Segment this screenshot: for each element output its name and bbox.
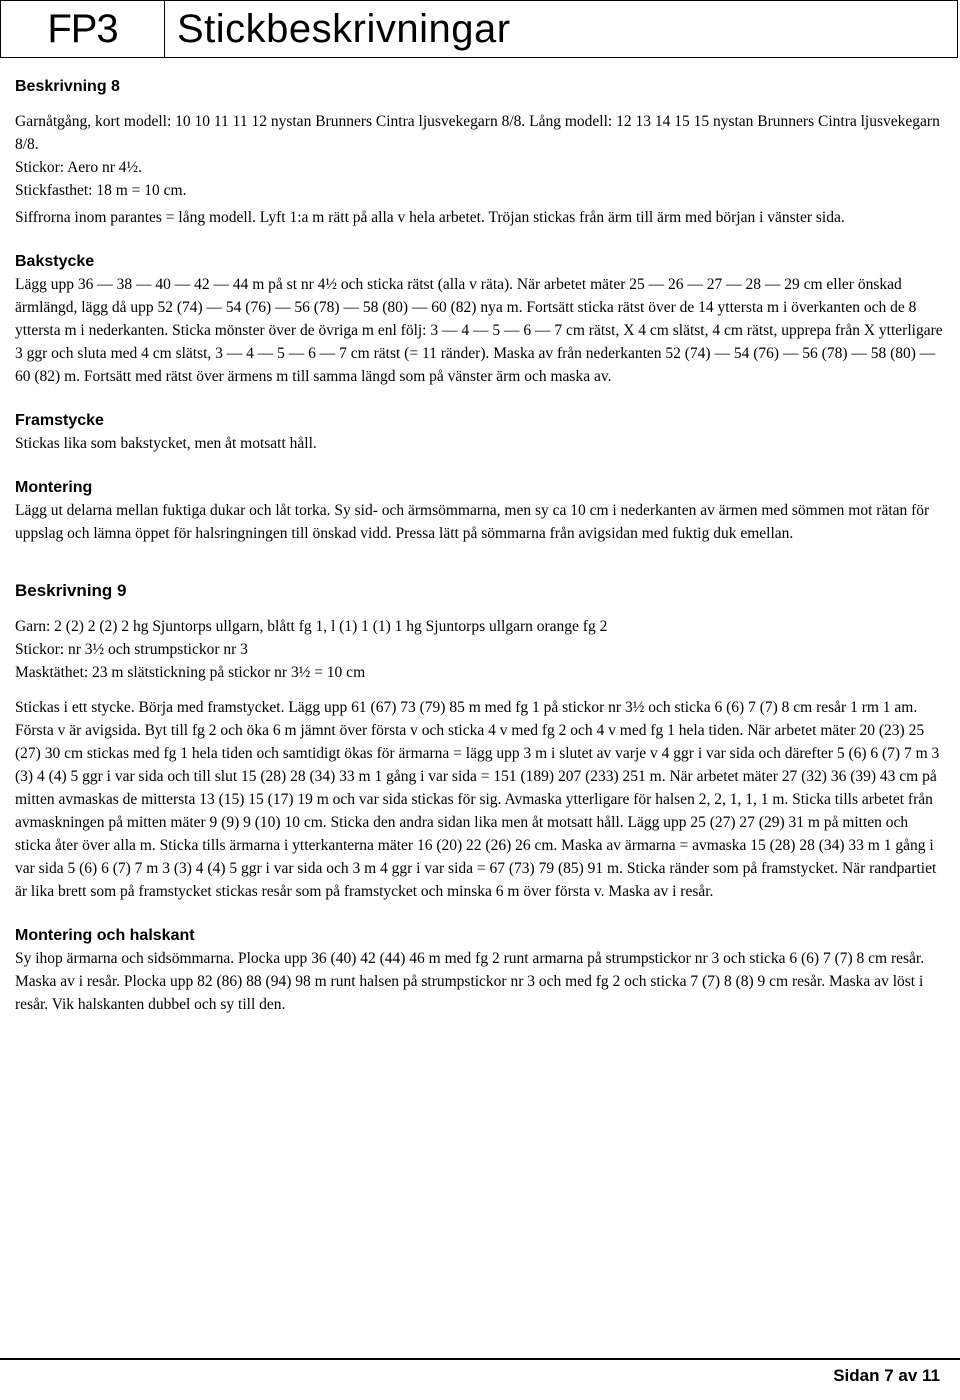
section9-yarn: Garn: 2 (2) 2 (2) 2 hg Sjuntorps ullgarn, blått fg 1, l (1) 1 (1) 1 hg Sjuntorps ullgarn orange fg 2 [15, 618, 608, 635]
montering-halskant-heading: Montering och halskant [15, 927, 195, 944]
page-number: Sidan 7 av 11 [833, 1366, 940, 1385]
spacer [15, 603, 945, 615]
spacer [15, 684, 945, 696]
document-code: FP3 [1, 1, 165, 57]
montering-heading: Montering [15, 479, 93, 496]
document-title: Stickbeskrivningar [177, 6, 511, 51]
montering-text: Lägg ut delarna mellan fuktiga dukar och låt torka. Sy sid- och ärmsömmarna, men sy ca 10 cm i nederkanten av ärmen med sömmen mot rätan för uppslag och lämna öppet för halsringningen till önskad vidd. Pressa lätt på sömmarna från avigsidan med fuktig duk emellan. [15, 502, 930, 542]
section9-gauge: Masktäthet: 23 m slätstickning på stickor nr 3½ = 10 cm [15, 664, 366, 681]
framstycke-text: Stickas lika som bakstycket, men åt motsatt håll. [15, 435, 317, 452]
framstycke-heading: Framstycke [15, 412, 104, 429]
spacer [15, 229, 945, 251]
footer-divider [0, 1358, 960, 1360]
section8-intro-needles: Stickor: Aero nr 4½. [15, 159, 142, 176]
section8-intro-yarn: Garnåtgång, kort modell: 10 10 11 11 12 nystan Brunners Cintra ljusvekegarn 8/8. Lång modell: 12 13 14 15 15 nystan Brunners Cintra ljusvekegarn 8/8. [15, 113, 940, 153]
spacer [15, 455, 945, 477]
bakstycke-text: Lägg upp 36 — 38 — 40 — 42 — 44 m på st nr 4½ och sticka rätst (alla v räta). När arbetet mäter 25 — 26 — 27 — 28 — 29 cm eller önskad ärmlängd, lägg då upp 52 (74) — 54 (76) — 56 (78) — 58 (80) — 60 (82) nya m. Fortsätt sticka rätst över de 14 yttersta m i överkanten och de 8 yttersta m i nederkanten. Sticka mönster över de övriga m enl följ: 3 — 4 — 5 — 6 — 7 cm rätst, X 4 cm slätst, 4 cm rätst, upprepa från X ytterligare 3 ggr och sluta med 4 cm slätst, 3 — 4 — 5 — 6 — 7 cm rätst (= 11 ränder). Maska av från nederkanten 52 (74) — 54 (76) — 56 (78) — 58 (80) — 60 (82) m. Fortsätt med rätst över ärmens m till samma längd som på vänster ärm och maska av. [15, 276, 943, 385]
montering-halskant-text: Sy ihop ärmarna och sidsömmarna. Plocka upp 36 (40) 42 (44) 46 m med fg 2 runt armarna på strumpstickor nr 3 och sticka 6 (6) 7 (7) 8 cm resår. Maska av i resår. Plocka upp 82 (86) 88 (94) 98 m runt halsen på strumpstickor nr 3 och med fg 2 och sticka 7 (7) 8 (8) 9 cm resår. Maska av löst i resår. Vik halskanten dubbel och sy till den. [15, 950, 925, 1013]
spacer [15, 903, 945, 925]
bakstycke-heading: Bakstycke [15, 253, 95, 270]
spacer [15, 98, 945, 110]
section9-heading: Beskrivning 9 [15, 581, 127, 600]
page-header [0, 0, 958, 58]
section8-intro-notes: Siffrorna inom parantes = lång modell. Lyft 1:a m rätt på alla v hela arbetet. Tröjan stickas från ärm till ärm med början i vänster sida. [15, 209, 845, 226]
document-body [15, 76, 945, 1016]
section8-intro-gauge: Stickfasthet: 18 m = 10 cm. [15, 182, 187, 199]
spacer [15, 545, 945, 579]
section9-needles: Stickor: nr 3½ och strumpstickor nr 3 [15, 641, 248, 658]
section8-heading: Beskrivning 8 [15, 78, 120, 95]
section9-instructions: Stickas i ett stycke. Börja med framstycket. Lägg upp 61 (67) 73 (79) 85 m med fg 1 på stickor nr 3½ och sticka 6 (6) 7 (7) 8 cm resår 1 rm 1 am. Första v är avigsida. Byt till fg 2 och öka 6 m jämnt över första v och sticka 4 v med fg 2 och 4 v med fg 1 hela tiden. När arbetet mäter 20 (23) 25 (27) 30 cm stickas med fg 1 hela tiden och samtidigt ökas för ärmarna = lägg upp 3 m i slutet av varje v 4 ggr i var sida och därefter 5 (6) 6 (7) 7 m 3 (3) 4 (4) 5 ggr i var sida och till slut 15 (28) 28 (34) 33 m 1 gång i var sida = 151 (189) 207 (233) 251 m. När arbetet mäter 27 (32) 36 (39) 43 cm på mitten avmaskas de mittersta 13 (15) 15 (17) 19 m och var sida stickas för sig. Avmaska ytterligare för halsen 2, 2, 1, 1, 1 m. Sticka tills arbetet från avmaskningen på mitten mäter 9 (9) 9 (10) 10 cm. Sticka den andra sidan lika men åt motsatt håll. Lägg upp 25 (27) 27 (29) 31 m på mitten och sticka åter över alla m. Sticka tills ärmarna i ytterkanterna mäter 16 (20) 22 (26) 26 cm. Maska av ärmarna = avmaska 15 (28) 28 (34) 33 m 1 gång i var sida 5 (6) 6 (7) 7 m 3 (3) 4 (4) 5 ggr i var sida och 3 m 4 ggr i var sida = 67 (73) 79 (85) 91 m. Sticka ränder som på framstycket. När randpartiet är lika brett som på framstycket stickas resår som på framstycket och minska 6 m över första v. Maska av i resår. [15, 699, 940, 900]
spacer [15, 388, 945, 410]
